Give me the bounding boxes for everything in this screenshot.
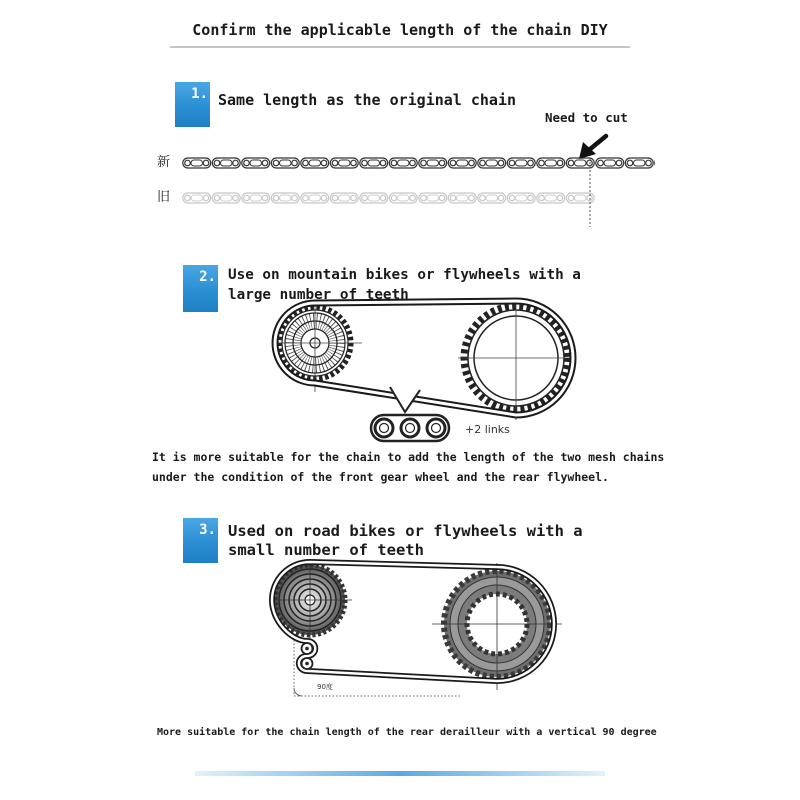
page-title: Confirm the applicable length of the chain DIY [192,21,608,39]
step-2-heading-line-1: Use on mountain bikes or flywheels with a [228,267,581,283]
step-3-note: More suitable for the chain length of the rear derailleur with a vertical 90 degree [157,727,657,738]
cut-label: Need to cut [545,110,628,125]
mtb-drivetrain-diagram [272,300,574,441]
step-1-badge [175,82,210,127]
old-chain-label: 旧 [157,190,171,205]
step-3-heading-line-1: Used on road bikes or flywheels with a [228,522,583,540]
step-1-number: 1. [191,86,208,102]
angle-label: 90度 [317,683,333,691]
step-3-badge [183,518,218,563]
step-3-heading-line-2: small number of teeth [228,541,424,559]
step-2-note-line-1: It is more suitable for the chain to add the length of the two mesh chains [152,450,665,464]
step-1-heading: Same length as the original chain [218,91,517,109]
new-chain-label: 新 [157,155,171,170]
road-drivetrain-diagram [270,562,562,696]
bottom-divider [195,771,605,776]
old-chain [182,190,595,206]
step-3-number: 3. [199,522,216,538]
step-2-note-line-2: under the condition of the front gear wheel and the rear flywheel. [152,470,609,484]
extra-links-piece [371,415,449,441]
step-2-badge [183,265,218,312]
step-2-heading-line-2: large number of teeth [228,287,409,303]
extra-links-label: +2 links [465,423,510,436]
step-2-number: 2. [199,269,216,285]
